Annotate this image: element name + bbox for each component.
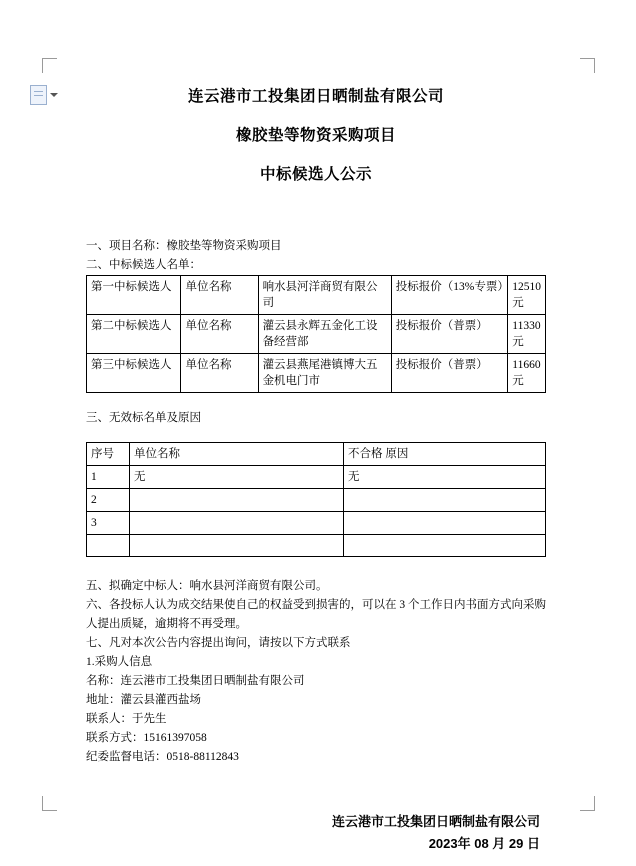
contact-name: 名称：连云港市工投集团日晒制盐有限公司	[86, 675, 305, 687]
spacer	[86, 393, 546, 409]
notice-line-5: 五、拟确定中标人：响水县河洋商贸有限公司。	[86, 580, 328, 592]
cell-reason	[344, 489, 546, 512]
candidate-rank: 第一中标候选人	[87, 276, 181, 315]
notice-line-6b: 人提出质疑，逾期将不再受理。	[86, 618, 247, 630]
table-row	[87, 354, 546, 393]
notice-line-7: 七、凡对本次公告内容提出询问，请按以下方式联系	[86, 637, 351, 649]
cell-reason	[344, 535, 546, 557]
cell-no: 3	[87, 512, 130, 535]
candidate-rank: 第二中标候选人	[87, 315, 181, 354]
contact-heading: 1.采购人信息	[86, 656, 153, 668]
signature-block	[86, 811, 546, 855]
cell-unit	[130, 512, 344, 535]
document-icon[interactable]	[30, 84, 58, 106]
candidate-rank: 第三中标候选人	[87, 354, 181, 393]
table-row	[87, 535, 546, 557]
section-invalid-heading: 三、无效标名单及原因	[86, 412, 201, 424]
section-candidates-heading: 二、中标候选人名单：	[86, 259, 201, 271]
notices-block	[86, 577, 546, 767]
contact-address: 地址：灌云县灌西盐场	[86, 694, 201, 706]
section-project-name: 一、项目名称：橡胶垫等物资采购项目	[86, 240, 282, 252]
page-title	[86, 84, 546, 184]
table-row	[87, 466, 546, 489]
document-content	[86, 76, 546, 855]
cell-reason	[344, 512, 546, 535]
spacer	[86, 428, 546, 442]
signature-date: 2023年 08 月 29 日	[428, 836, 540, 851]
candidate-price-label: 投标报价（普票）	[391, 354, 508, 393]
cell-reason: 无	[344, 466, 546, 489]
spacer	[86, 201, 546, 237]
table-row	[87, 315, 546, 354]
contact-person: 联系人：于先生	[86, 713, 167, 725]
cell-no	[87, 535, 130, 557]
candidate-price: 11330 元	[508, 315, 546, 354]
column-header-reason: 不合格 原因	[344, 443, 546, 466]
crop-mark-top-left	[42, 58, 57, 73]
cell-unit	[130, 535, 344, 557]
candidate-price-label: 投标报价（13%专票）	[391, 276, 508, 315]
candidate-unit-label: 单位名称	[181, 276, 258, 315]
candidate-unit-name: 响水县河洋商贸有限公司	[258, 276, 391, 315]
document-sheet-icon	[30, 85, 47, 105]
candidate-unit-name: 灌云县燕尾港镇博大五金机电门市	[258, 354, 391, 393]
chevron-down-icon[interactable]	[50, 93, 58, 97]
cell-unit	[130, 489, 344, 512]
crop-mark-top-right	[580, 58, 595, 73]
title-line-1: 连云港市工投集团日晒制盐有限公司	[187, 88, 444, 105]
table-header-row	[87, 443, 546, 466]
candidate-unit-label: 单位名称	[181, 315, 258, 354]
table-row	[87, 276, 546, 315]
spacer	[86, 557, 546, 577]
table-row	[87, 489, 546, 512]
contact-phone: 联系方式：15161397058	[86, 732, 207, 744]
signature-company: 连云港市工投集团日晒制盐有限公司	[331, 814, 540, 829]
cell-unit: 无	[130, 466, 344, 489]
table-row	[87, 512, 546, 535]
crop-mark-bottom-left	[42, 796, 57, 811]
title-line-3: 中标候选人公示	[259, 166, 372, 183]
candidate-price: 11660 元	[508, 354, 546, 393]
candidate-unit-label: 单位名称	[181, 354, 258, 393]
candidates-table	[86, 275, 546, 393]
candidate-unit-name: 灌云县永辉五金化工设备经营部	[258, 315, 391, 354]
column-header-no: 序号	[87, 443, 130, 466]
column-header-unit: 单位名称	[130, 443, 344, 466]
discipline-phone: 纪委监督电话：0518-88112843	[86, 751, 239, 763]
cell-no: 1	[87, 466, 130, 489]
candidate-price-label: 投标报价（普票）	[391, 315, 508, 354]
invalid-bids-table	[86, 442, 546, 557]
candidate-price: 12510 元	[508, 276, 546, 315]
crop-mark-bottom-right	[580, 796, 595, 811]
title-line-2: 橡胶垫等物资采购项目	[235, 127, 396, 144]
cell-no: 2	[87, 489, 130, 512]
notice-line-6a: 六、各投标人认为成交结果使自己的权益受到损害的，可以在 3 个工作日内书面方式向采购	[86, 599, 546, 611]
